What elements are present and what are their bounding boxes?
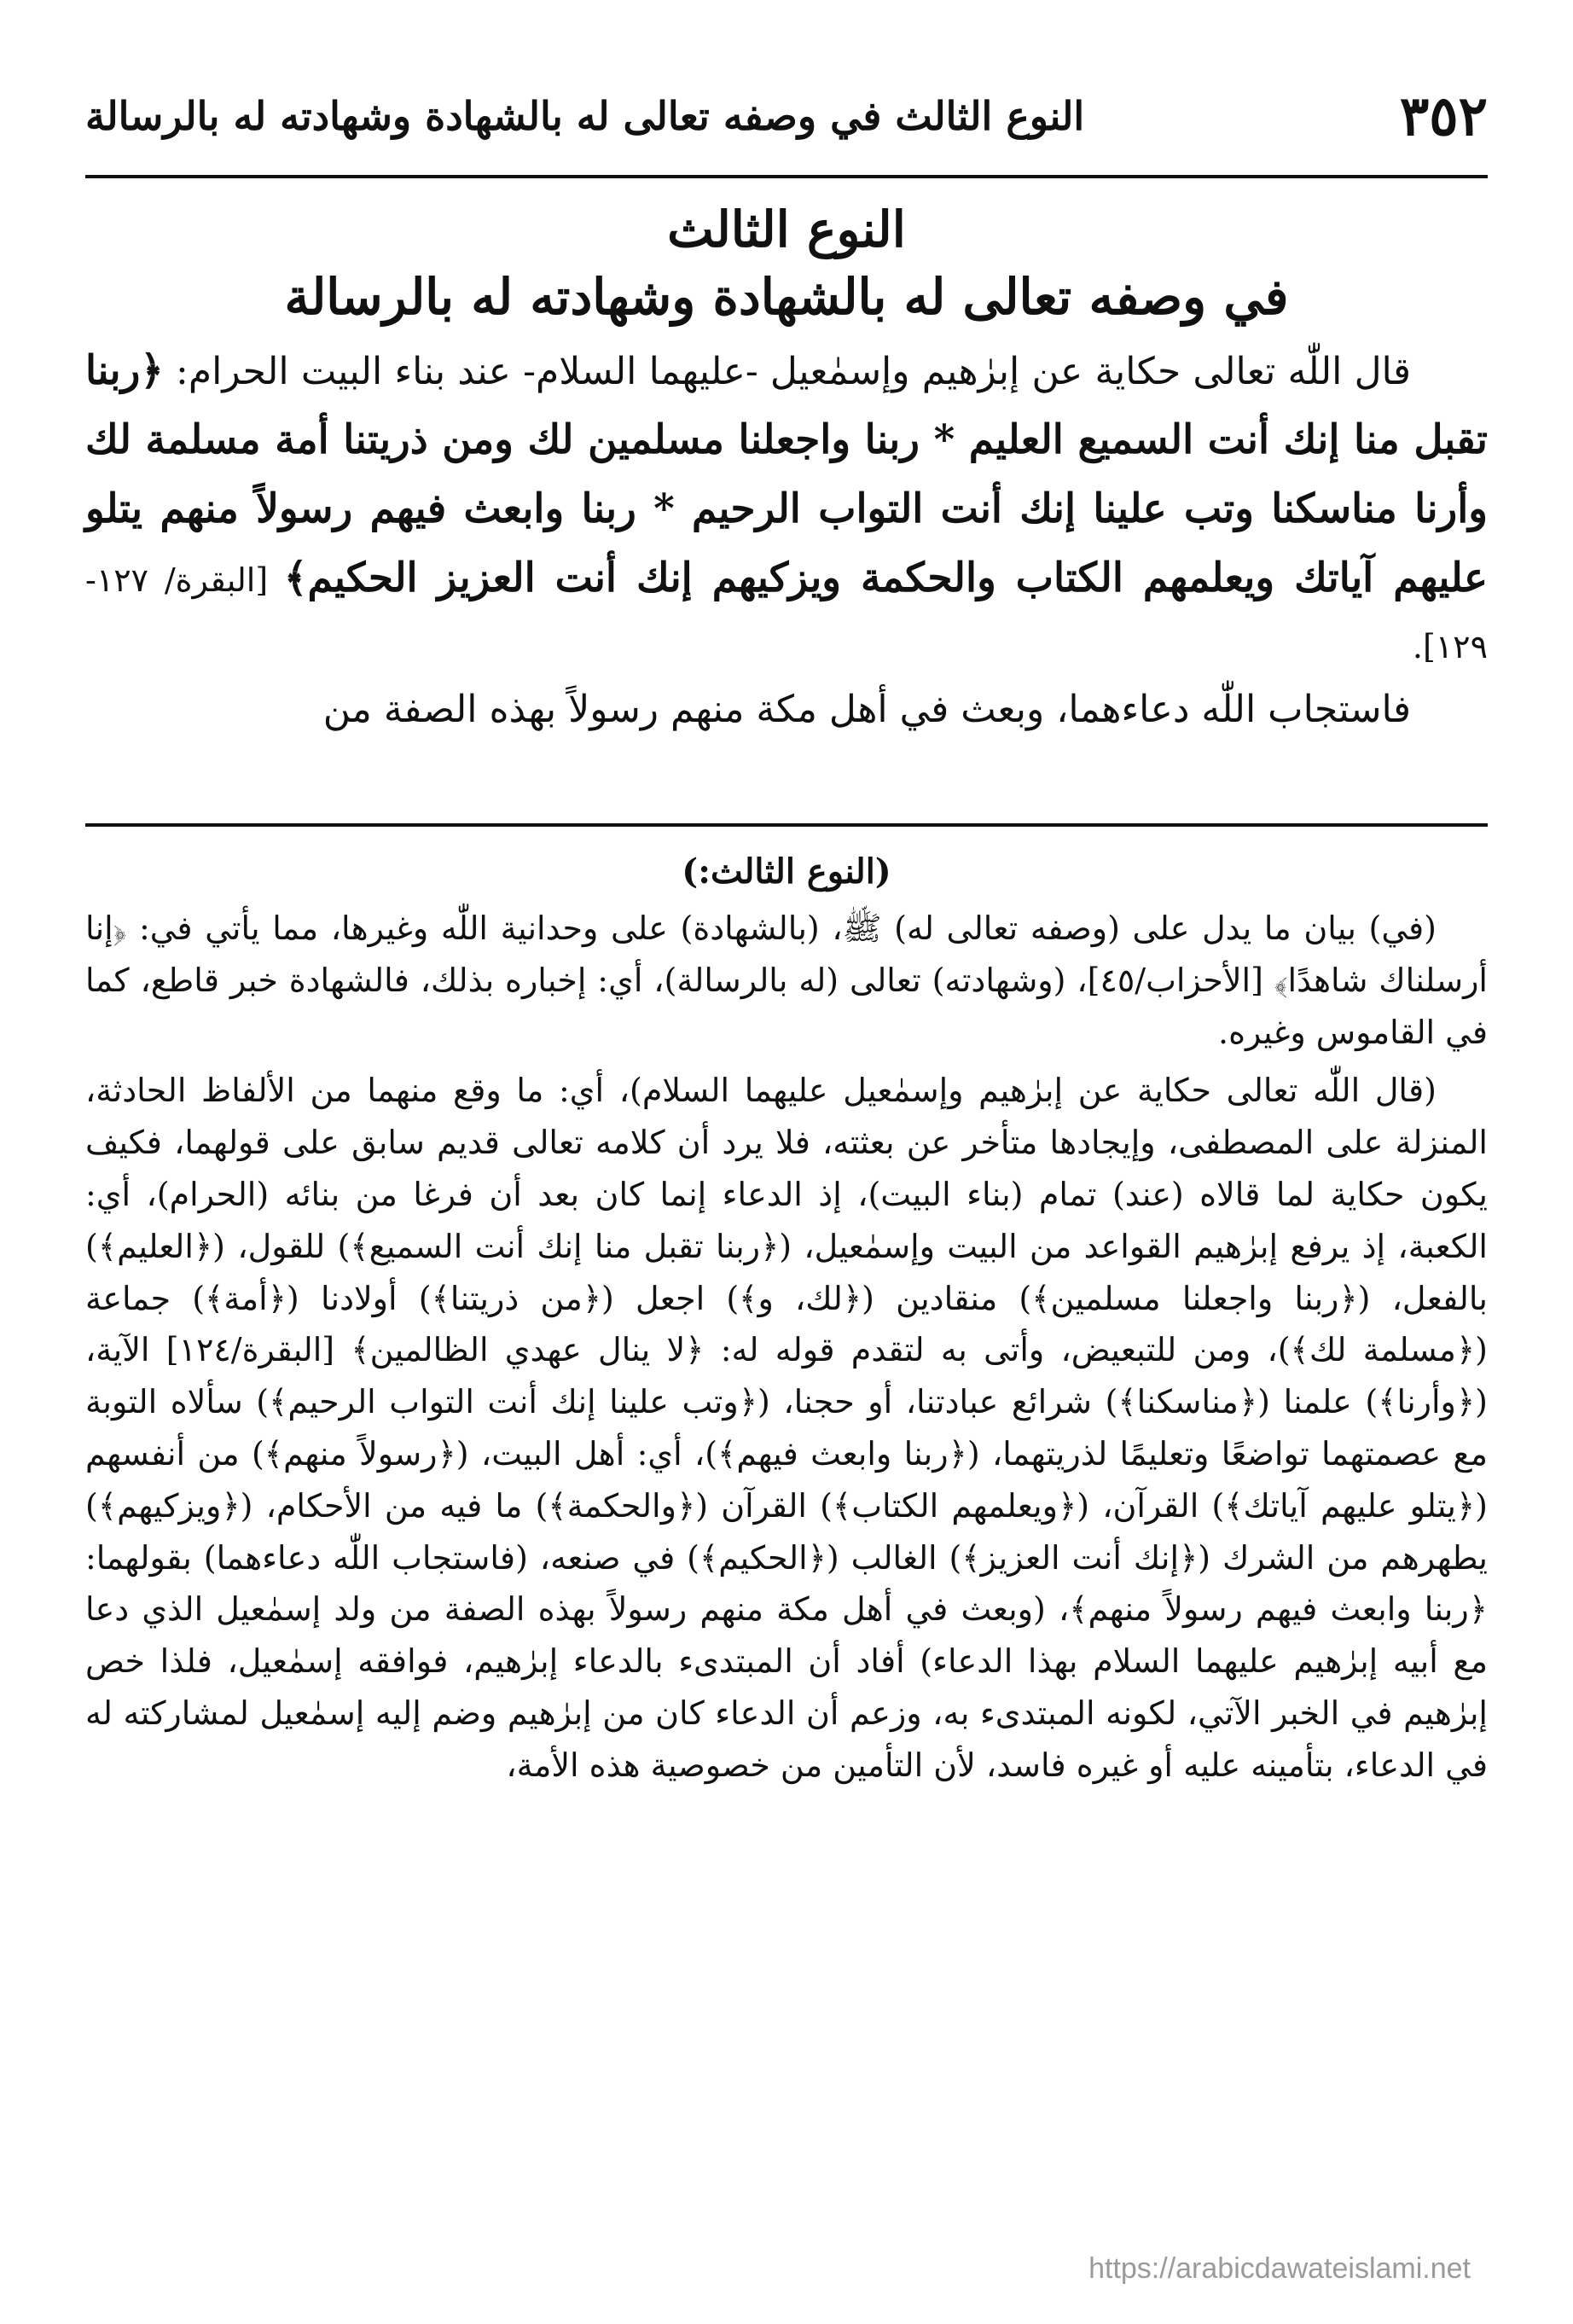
page-header [85, 81, 1488, 175]
section-subheading: في وصفه تعالى له بالشهادة وشهادته له بالرسالة [284, 268, 1289, 327]
watermark-url: https://arabicdawateislami.net [1088, 2252, 1471, 2285]
header-rule [85, 175, 1488, 178]
commentary-paragraph: (في) بيان ما يدل على (وصفه تعالى له) ﷺ، (بالشهادة) على وحدانية اللّٰه وغيرها، مما يأتي في: ﴿إنا أرسلناك شاهدًا﴾ [الأحزاب/٤٥]، (وشهادته) تعالى (له بالرسالة)، أي: إخباره بذلك، فالشهادة خبر قاطع، كما في القاموس وغيره. [85, 909, 1488, 1051]
commentary-heading: (النوع الثالث:) [682, 851, 891, 892]
commentary-section [85, 845, 1488, 1798]
running-title: النوع الثالث في وصفه تعالى له بالشهادة وشهادته له بالرسالة [85, 93, 1085, 139]
main-text [85, 196, 1488, 742]
section-heading: النوع الثالث [667, 200, 906, 259]
quran-verse: ﴿ربنا تقبل منا إنك أنت السميع العليم * ربنا واجعلنا مسلمين لك ومن ذريتنا أمة مسلمة لك وأرنا مناسكنا وتب علينا إنك أنت التواب الرحيم * ربنا وابعث فيهم رسولاً منهم يتلو عليهم آياتك ويعلمهم الكتاب والحكمة ويزكيهم إنك أنت العزيز الحكيم﴾ [85, 347, 1488, 601]
verse-reference: [البقرة/ ١٢٧- ١٢٩]. [85, 561, 1488, 665]
main-intro-text: قال اللّٰه تعالى حكاية عن إبرٰهيم وإسمٰعيل -عليهما السلام- عند بناء البيت الحرام: [163, 350, 1411, 394]
main-paragraph [85, 337, 1488, 677]
commentary-paragraph: (قال اللّٰه تعالى حكاية عن إبرٰهيم وإسمٰعيل عليهما السلام)، أي: ما وقع منهما من الألفاظ الحادثة، المنزلة على المصطفى، وإيجادها متأخر عن بعثته، فلا يرد أن كلامه تعالى قديم سابق على قولهما، فكيف يكون حكاية لما قالاه (عند) تمام (بناء البيت)، إذ الدعاء إنما كان بعد أن فرغا من بنائه (الحرام)، أي: الكعبة، إذ يرفع إبرٰهيم القواعد من البيت وإسمٰعيل، (﴿ربنا تقبل منا إنك أنت السميع﴾) للقول، (﴿العليم﴾) بالفعل، (﴿ربنا واجعلنا مسلمين﴾) منقادين (﴿لك، و﴾) اجعل (﴿من ذريتنا﴾) أولادنا (﴿أمة﴾) جماعة (﴿مسلمة لك﴾)، ومن للتبعيض، وأتى به لتقدم قوله له: ﴿لا ينال عهدي الظالمين﴾ [البقرة/١٢٤] الآية، (﴿وأرنا﴾) علمنا (﴿مناسكنا﴾) شرائع عبادتنا، أو حجنا، (﴿وتب علينا إنك أنت التواب الرحيم﴾) سألاه التوبة مع عصمتهما تواضعًا وتعليمًا لذريتهما، (﴿ربنا وابعث فيهم﴾)، أي: أهل البيت، (﴿رسولاً منهم﴾) من أنفسهم (﴿يتلو عليهم آياتك﴾) القرآن، (﴿ويعلمهم الكتاب﴾) القرآن (﴿والحكمة﴾) ما فيه من الأحكام، (﴿ويزكيهم﴾) يطهرهم من الشرك (﴿إنك أنت العزيز﴾) الغالب (﴿الحكيم﴾) في صنعه، (فاستجاب اللّٰه دعاءهما) بقولهما: ﴿ربنا وابعث فيهم رسولاً منهم﴾، (وبعث في أهل مكة منهم رسولاً بهذه الصفة من ولد إسمٰعيل الذي دعا مع أبيه إبرٰهيم عليهما السلام بهذا الدعاء) أفاد أن المبتدىء بالدعاء إبرٰهيم، فوافقه إسمٰعيل، فلذا خص إبرٰهيم في الخبر الآتي، لكونه المبتدىء به، وزعم أن الدعاء كان من إبرٰهيم وضم إليه إسمٰعيل لمشاركته له في الدعاء، بتأمينه عليه أو غيره فاسد، لأن التأمين من خصوصية هذه الأمة، [85, 1072, 1488, 1784]
page-number: ٣٥٢ [1399, 84, 1488, 148]
main-paragraph-continued: فاستجاب اللّٰه دعاءهما، وبعث في أهل مكة منهم رسولاً بهذه الصفة من [322, 688, 1411, 732]
footnote-divider [85, 823, 1488, 827]
